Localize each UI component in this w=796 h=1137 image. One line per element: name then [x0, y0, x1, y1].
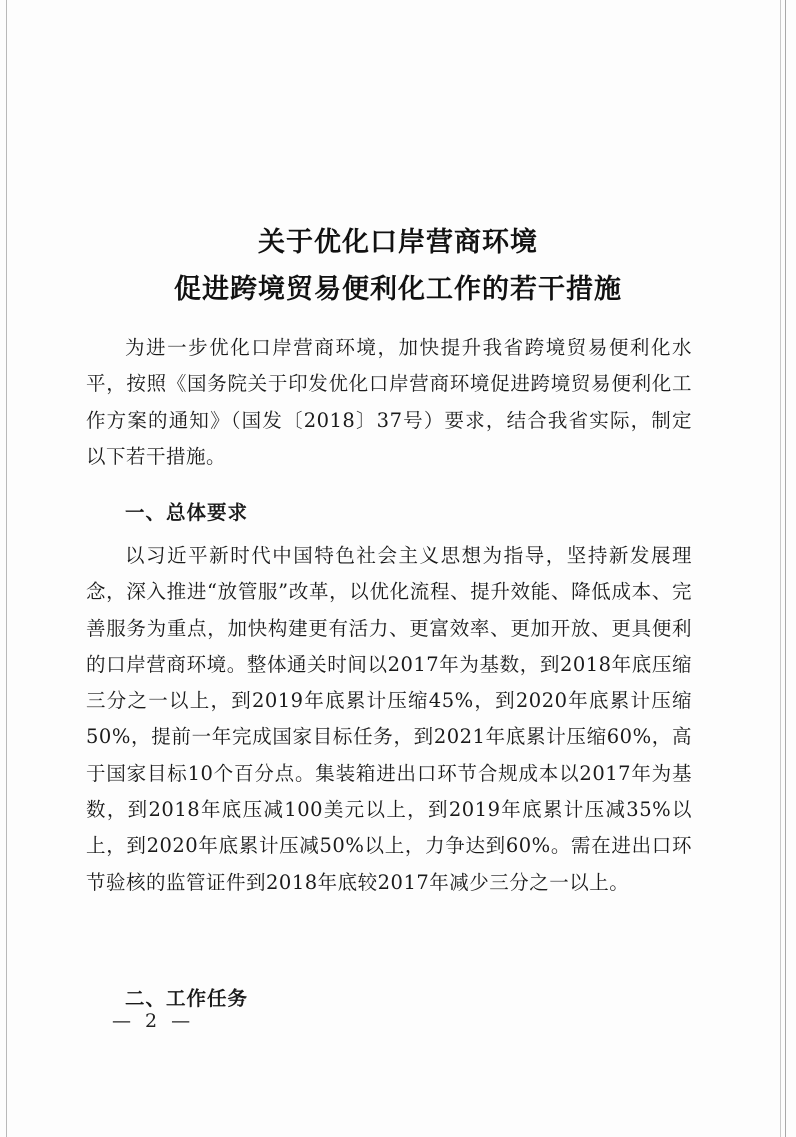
- scan-edge-left: [6, 0, 7, 1137]
- scan-edge-right-outer: [785, 0, 786, 1137]
- scan-edge-right-inner: [780, 0, 781, 1137]
- section-heading-general-requirements: 一、总体要求: [125, 501, 249, 524]
- general-requirements-paragraph: 以习近平新时代中国特色社会主义思想为指导，坚持新发展理念，深入推进“放管服”改革，以优化流程、提升效能、降低成本、完善服务为重点，加快构建更有活力、更富效率、更加开放、更具便利的口岸营商环境。整体通关时间以2017年为基数，到2018年底压缩三分之一以上，到2019年底累计压缩45%，到2020年底累计压缩50%，提前一年完成国家目标任务，到2021年底累计压缩60%，高于国家目标10个百分点。集装箱进出口环节合规成本以2017年为基数，到2018年底压减100美元以上，到2019年底累计压减35%以上，到2020年底累计压减50%以上，力争达到60%。需在进出口环节验核的监管证件到2018年底较2017年减少三分之一以上。: [86, 544, 692, 894]
- intro-paragraph: 为进一步优化口岸营商环境，加快提升我省跨境贸易便利化水平，按照《国务院关于印发优化口岸营商环境促进跨境贸易便利化工作方案的通知》（国发〔2018〕37号）要求，结合我省实际，制定以下若干措施。: [86, 336, 692, 468]
- section-heading-work-tasks: 二、工作任务: [125, 987, 249, 1010]
- document-title-line-1: 关于优化口岸营商环境: [258, 227, 538, 258]
- page-number: — 2 —: [112, 1010, 195, 1032]
- document-title-line-2: 促进跨境贸易便利化工作的若干措施: [174, 274, 622, 305]
